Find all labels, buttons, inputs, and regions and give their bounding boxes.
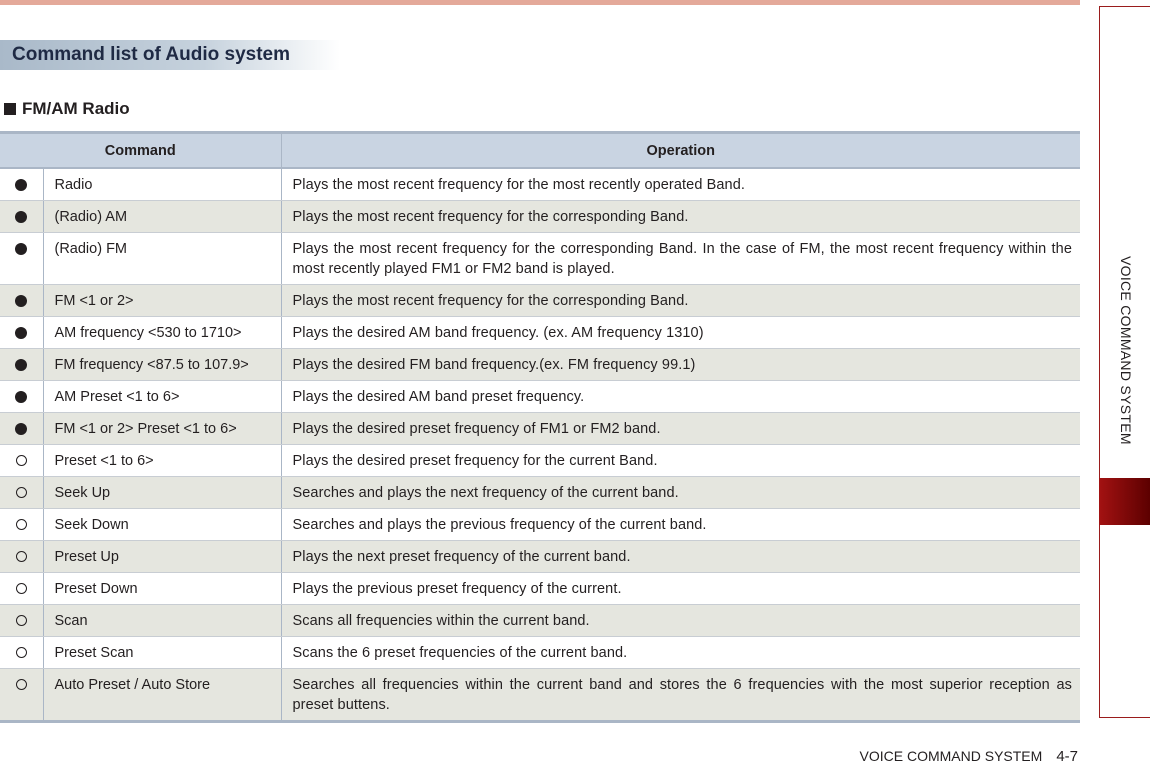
operation-cell: Searches and plays the next frequency of the current band. bbox=[281, 477, 1080, 509]
table-row bbox=[0, 317, 1080, 349]
command-cell: Radio bbox=[43, 168, 281, 201]
command-cell: AM Preset <1 to 6> bbox=[43, 381, 281, 413]
operation-cell: Searches and plays the previous frequency of the current band. bbox=[281, 509, 1080, 541]
table-row bbox=[0, 445, 1080, 477]
hollow-circle-icon bbox=[16, 455, 27, 466]
hollow-circle-icon bbox=[16, 519, 27, 530]
row-marker-cell bbox=[0, 381, 43, 413]
row-marker-cell bbox=[0, 637, 43, 669]
row-marker-cell bbox=[0, 477, 43, 509]
side-chapter-label: VOICE COMMAND SYSTEM bbox=[1118, 255, 1134, 445]
command-cell: FM frequency <87.5 to 107.9> bbox=[43, 349, 281, 381]
row-marker-cell bbox=[0, 509, 43, 541]
row-marker-cell bbox=[0, 201, 43, 233]
command-cell: Scan bbox=[43, 605, 281, 637]
header-command: Command bbox=[0, 133, 281, 169]
command-cell: (Radio) FM bbox=[43, 233, 281, 285]
filled-circle-icon bbox=[15, 423, 27, 435]
command-cell: AM frequency <530 to 1710> bbox=[43, 317, 281, 349]
command-cell: Seek Down bbox=[43, 509, 281, 541]
operation-cell: Plays the desired AM band preset frequency. bbox=[281, 381, 1080, 413]
hollow-circle-icon bbox=[16, 487, 27, 498]
hollow-circle-icon bbox=[16, 615, 27, 626]
table-row bbox=[0, 381, 1080, 413]
operation-cell: Scans all frequencies within the current band. bbox=[281, 605, 1080, 637]
command-table bbox=[0, 131, 1080, 723]
command-cell: Auto Preset / Auto Store bbox=[43, 669, 281, 722]
row-marker-cell bbox=[0, 541, 43, 573]
table-row bbox=[0, 233, 1080, 285]
row-marker-cell bbox=[0, 349, 43, 381]
filled-circle-icon bbox=[15, 211, 27, 223]
table-row bbox=[0, 605, 1080, 637]
table-row bbox=[0, 541, 1080, 573]
row-marker-cell bbox=[0, 285, 43, 317]
filled-circle-icon bbox=[15, 179, 27, 191]
table-row bbox=[0, 669, 1080, 722]
command-cell: Preset <1 to 6> bbox=[43, 445, 281, 477]
command-cell: (Radio) AM bbox=[43, 201, 281, 233]
filled-circle-icon bbox=[15, 327, 27, 339]
operation-cell: Plays the most recent frequency for the most recently operated Band. bbox=[281, 168, 1080, 201]
side-chapter-tab bbox=[1099, 478, 1150, 525]
operation-cell: Plays the desired FM band frequency.(ex. FM frequency 99.1) bbox=[281, 349, 1080, 381]
top-accent-bar bbox=[0, 0, 1080, 5]
hollow-circle-icon bbox=[16, 647, 27, 658]
hollow-circle-icon bbox=[16, 583, 27, 594]
operation-cell: Plays the next preset frequency of the current band. bbox=[281, 541, 1080, 573]
table-header-row bbox=[0, 133, 1080, 169]
row-marker-cell bbox=[0, 445, 43, 477]
operation-cell: Plays the most recent frequency for the corresponding Band. bbox=[281, 201, 1080, 233]
operation-cell: Searches all frequencies within the current band and stores the 6 frequencies with the most superior reception as preset buttens. bbox=[281, 669, 1080, 722]
operation-cell: Scans the 6 preset frequencies of the current band. bbox=[281, 637, 1080, 669]
hollow-circle-icon bbox=[16, 679, 27, 690]
table-body bbox=[0, 168, 1080, 722]
operation-cell: Plays the desired preset frequency for the current Band. bbox=[281, 445, 1080, 477]
row-marker-cell bbox=[0, 605, 43, 637]
filled-circle-icon bbox=[15, 359, 27, 371]
table-row bbox=[0, 573, 1080, 605]
operation-cell: Plays the most recent frequency for the corresponding Band. In the case of FM, the most recent frequency within the most recently played FM1 or FM2 band is played. bbox=[281, 233, 1080, 285]
row-marker-cell bbox=[0, 317, 43, 349]
row-marker-cell bbox=[0, 573, 43, 605]
filled-circle-icon bbox=[15, 243, 27, 255]
subsection-title: FM/AM Radio bbox=[22, 99, 130, 118]
operation-cell: Plays the desired preset frequency of FM1 or FM2 band. bbox=[281, 413, 1080, 445]
command-cell: Preset Scan bbox=[43, 637, 281, 669]
subsection-heading bbox=[4, 99, 130, 119]
table-row bbox=[0, 168, 1080, 201]
filled-circle-icon bbox=[15, 295, 27, 307]
table-row bbox=[0, 201, 1080, 233]
command-cell: Seek Up bbox=[43, 477, 281, 509]
table-row bbox=[0, 637, 1080, 669]
footer-section-label: VOICE COMMAND SYSTEM bbox=[859, 748, 1043, 764]
operation-cell: Plays the desired AM band frequency. (ex. AM frequency 1310) bbox=[281, 317, 1080, 349]
command-cell: Preset Up bbox=[43, 541, 281, 573]
hollow-circle-icon bbox=[16, 551, 27, 562]
row-marker-cell bbox=[0, 233, 43, 285]
operation-cell: Plays the most recent frequency for the corresponding Band. bbox=[281, 285, 1080, 317]
filled-circle-icon bbox=[15, 391, 27, 403]
table-row bbox=[0, 509, 1080, 541]
table-row bbox=[0, 349, 1080, 381]
row-marker-cell bbox=[0, 168, 43, 201]
command-cell: Preset Down bbox=[43, 573, 281, 605]
table-row bbox=[0, 413, 1080, 445]
table-row bbox=[0, 477, 1080, 509]
command-cell: FM <1 or 2> bbox=[43, 285, 281, 317]
page-footer bbox=[860, 748, 1078, 765]
operation-cell: Plays the previous preset frequency of the current. bbox=[281, 573, 1080, 605]
command-cell: FM <1 or 2> Preset <1 to 6> bbox=[43, 413, 281, 445]
section-title: Command list of Audio system bbox=[0, 40, 340, 70]
header-operation: Operation bbox=[281, 133, 1080, 169]
table-row bbox=[0, 285, 1080, 317]
row-marker-cell bbox=[0, 669, 43, 722]
square-bullet-icon bbox=[4, 103, 16, 115]
page-number: 4-7 bbox=[1056, 748, 1078, 765]
row-marker-cell bbox=[0, 413, 43, 445]
